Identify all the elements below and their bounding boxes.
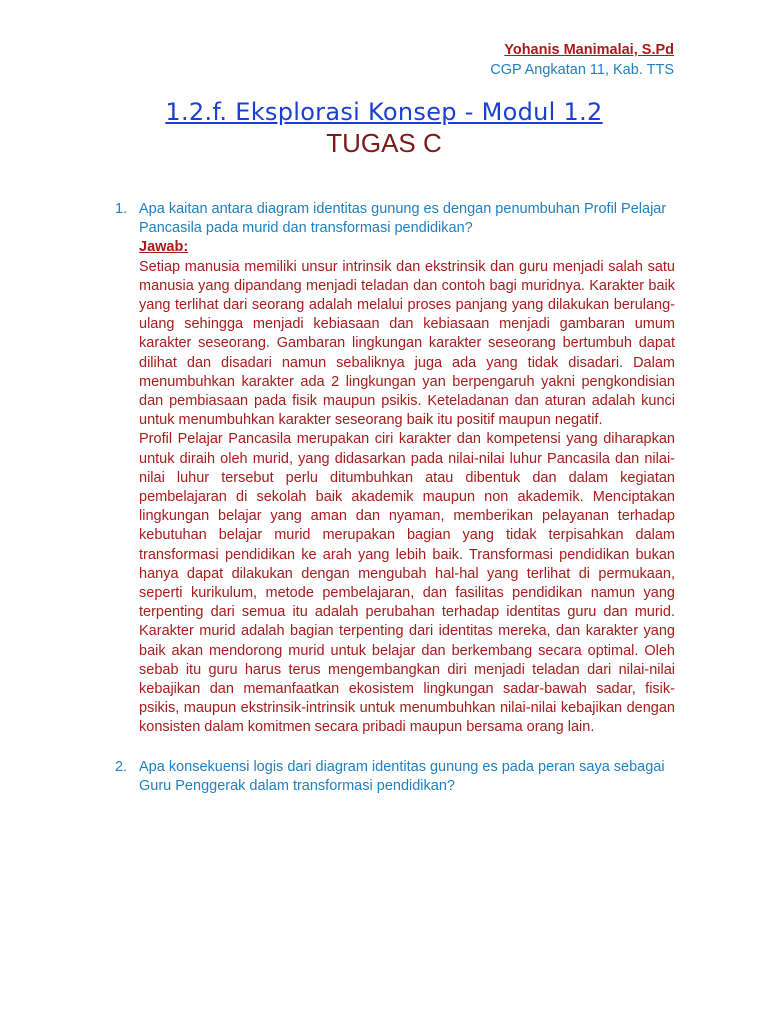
answer-label: Jawab: — [139, 239, 189, 256]
question-list — [115, 200, 675, 816]
question-number: 1. — [115, 201, 128, 217]
question-item-1 — [115, 200, 675, 738]
answer-block — [139, 238, 675, 737]
author-affiliation: CGP Angkatan 11, Kab. TTS — [490, 62, 674, 78]
question-number: 2. — [115, 758, 128, 775]
document-subtitle: TUGAS C — [326, 128, 442, 158]
question-item-2 — [115, 758, 675, 796]
document-header — [490, 40, 674, 80]
answer-paragraph: Setiap manusia memiliki unsur intrinsik dan ekstrinsik dan guru menjadi salah satu manusia yang dipandang menjadi teladan dan contoh bagi muridnya. Karakter baik yang terlihat dari seorang adalah melalui proses panjang yang dilakukan berulang-ulang sehingga menjadi kebiasaan dan kebiasaan menjadi gambaran umum karakter seseorang. Gambaran lingkungan karakter seseorang bertumbuh dapat dilihat dan disadari namun sebaliknya juga ada yang tidak disadari. Dalam menumbuhkan karakter ada 2 lingkungan yan berpengaruh yakni pengkondisian dan pembiasaan pada fisik maupun psikis. Keteladanan dan aturan adalah kunci untuk menumbuhkan karakter seseorang baik itu positif maupun negatif. — [139, 258, 675, 429]
answer-paragraph: Profil Pelajar Pancasila merupakan ciri karakter dan kompetensi yang diharapkan untuk diraih oleh murid, yang didasarkan pada nilai-nilai luhur Pancasila dan nilai-nilai luhur tersebut perlu ditumbuhkan atau dibentuk dan dalam kegiatan pembelajaran di sekolah baik akademik maupun non akademik. Menciptakan lingkungan belajar yang aman dan nyaman, memberikan pelayanan terhadap kebutuhan belajar murid merupakan bagian yang tidak terpisahkan dalam transformasi pendidikan ke arah yang lebih baik. Transformasi pendidikan bukan hanya dapat dilakukan dengan mengubah hal-hal yang terlihat di permukaan, seperti kurikulum, metode pembelajaran, dan fasilitas pendidikan namun yang terpenting dari semua itu adalah perubahan terhadap identitas guru dan murid. Karakter murid adalah bagian terpenting dari identitas mereka, dan karakter yang baik akan mendorong murid untuk belajar dan berkembang secara optimal. Oleh sebab itu guru harus terus mengembangkan diri menjadi teladan dari nilai-nilai kebajikan dan memanfaatkan ekosistem lingkungan sadar-bawah sadar, fisik-psikis, maupun ekstrinsik-intrinsik untuk menumbuhkan nilai-nilai kebajikan dengan konsisten dalam komitmen secara pribadi maupun bersama orang lain. — [139, 431, 675, 736]
document-title: 1.2.f. Eksplorasi Konsep - Modul 1.2 — [165, 98, 603, 126]
question-text: Apa konsekuensi logis dari diagram identitas gunung es pada peran saya sebagai Guru Penggerak dalam transformasi pendidikan? — [139, 758, 665, 794]
author-name: Yohanis Manimalai, S.Pd — [504, 42, 674, 58]
question-text: Apa kaitan antara diagram identitas gunung es dengan penumbuhan Profil Pelajar Pancasila pada murid dan transformasi pendidikan? — [139, 201, 667, 237]
